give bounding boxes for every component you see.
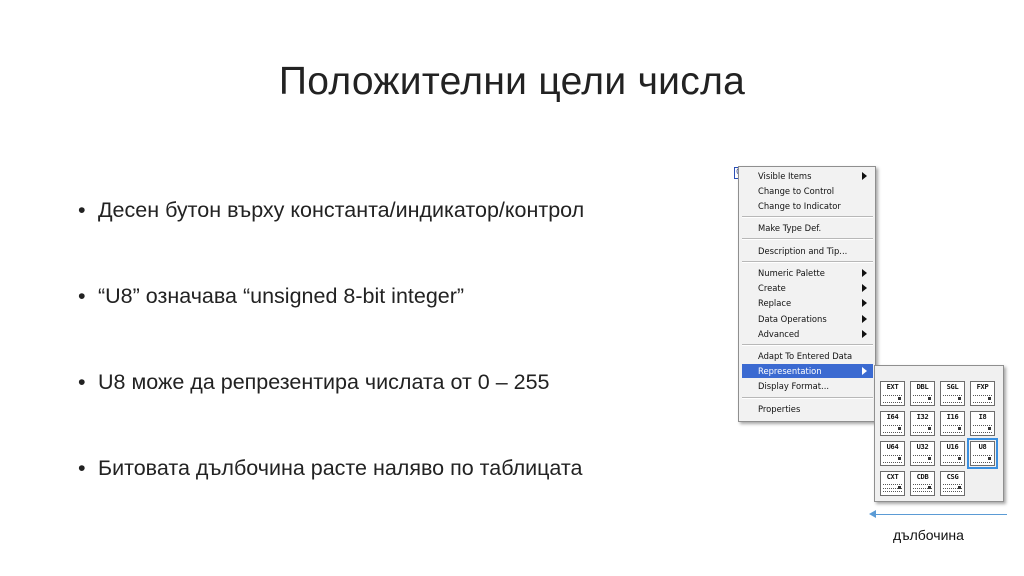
repr-label: DBL [916, 383, 929, 391]
bullet-text: Десен бутон върху константа/индикатор/контрол [98, 198, 585, 222]
repr-label: I32 [916, 413, 929, 421]
menu-item-make-type-def[interactable] [742, 221, 873, 235]
repr-label: FXP [976, 383, 989, 391]
menu-separator [742, 397, 873, 399]
arrow-left-icon [869, 510, 876, 518]
bullet-item [78, 368, 584, 396]
bullet-dot: • [78, 198, 86, 222]
menu-separator [742, 238, 873, 240]
repr-label: CSG [946, 473, 959, 481]
numeric-glyph-icon [943, 455, 962, 463]
submenu-arrow-icon [862, 330, 867, 338]
repr-csg-button[interactable] [940, 471, 965, 496]
submenu-arrow-icon [862, 367, 867, 375]
menu-item-replace[interactable] [742, 296, 873, 310]
repr-i8-button[interactable] [970, 411, 995, 436]
bullet-dot: • [78, 456, 86, 480]
repr-ext-button[interactable] [880, 381, 905, 406]
repr-label: SGL [946, 383, 959, 391]
numeric-glyph-icon [913, 395, 932, 403]
numeric-glyph-icon [973, 455, 992, 463]
menu-item-label: Representation [758, 366, 822, 376]
menu-item-visible-items[interactable] [742, 169, 873, 183]
depth-label: дълбочина [893, 527, 964, 543]
menu-separator [742, 261, 873, 263]
menu-item-change-to-control[interactable] [742, 184, 873, 198]
menu-item-display-format[interactable] [742, 379, 873, 393]
numeric-glyph-icon [913, 425, 932, 433]
menu-item-label: Data Operations [758, 314, 827, 324]
repr-i16-button[interactable] [940, 411, 965, 436]
menu-item-label: Visible Items [758, 171, 812, 181]
repr-i64-button[interactable] [880, 411, 905, 436]
repr-cxt-button[interactable] [880, 471, 905, 496]
repr-label: CDB [916, 473, 929, 481]
submenu-arrow-icon [862, 172, 867, 180]
numeric-glyph-icon [943, 395, 962, 403]
numeric-glyph-icon [883, 425, 902, 433]
repr-dbl-button[interactable] [910, 381, 935, 406]
repr-label: EXT [886, 383, 899, 391]
repr-u32-button[interactable] [910, 441, 935, 466]
numeric-glyph-icon [973, 395, 992, 403]
numeric-glyph-icon [883, 455, 902, 463]
repr-label: I8 [978, 413, 987, 421]
menu-item-properties[interactable] [742, 402, 873, 416]
menu-separator [742, 344, 873, 346]
menu-item-label: Adapt To Entered Data [758, 351, 853, 361]
repr-label: CXT [886, 473, 899, 481]
repr-label: I16 [946, 413, 959, 421]
menu-item-label: Advanced [758, 329, 800, 339]
menu-item-data-operations[interactable] [742, 312, 873, 326]
bullet-list [78, 196, 584, 540]
repr-fxp-button[interactable] [970, 381, 995, 406]
submenu-arrow-icon [862, 299, 867, 307]
bullet-text: “U8” означава “unsigned 8-bit integer” [98, 284, 465, 308]
complex-glyph-icon [883, 484, 902, 489]
complex-glyph-icon [943, 484, 962, 489]
menu-item-label: Change to Control [758, 186, 835, 196]
submenu-arrow-icon [862, 284, 867, 292]
repr-label: U32 [916, 443, 929, 451]
repr-label: I64 [886, 413, 899, 421]
numeric-glyph-icon [943, 425, 962, 433]
bullet-item [78, 454, 584, 482]
menu-item-representation[interactable] [742, 364, 873, 378]
repr-i32-button[interactable] [910, 411, 935, 436]
complex-glyph-icon [913, 484, 932, 489]
menu-item-description-and-tip[interactable] [742, 244, 873, 258]
numeric-glyph-icon [913, 455, 932, 463]
menu-item-label: Replace [758, 298, 792, 308]
representation-palette [874, 365, 1004, 502]
slide-title: Положителни цели числа [278, 60, 746, 103]
repr-label: U8 [978, 443, 987, 451]
bullet-text: U8 може да репрезентира числата от 0 – 255 [98, 370, 550, 394]
menu-item-create[interactable] [742, 281, 873, 295]
numeric-glyph-icon [883, 395, 902, 403]
repr-label: U16 [946, 443, 959, 451]
bullet-dot: • [78, 370, 86, 394]
menu-separator [742, 216, 873, 218]
menu-item-numeric-palette[interactable] [742, 266, 873, 280]
repr-sgl-button[interactable] [940, 381, 965, 406]
menu-item-adapt-to-entered-data[interactable] [742, 349, 873, 363]
menu-item-label: Change to Indicator [758, 201, 841, 211]
repr-u64-button[interactable] [880, 441, 905, 466]
menu-item-label: Numeric Palette [758, 268, 825, 278]
bullet-item [78, 282, 584, 310]
bullet-item [78, 196, 584, 224]
menu-item-label: Properties [758, 404, 801, 414]
menu-item-label: Description and Tip... [758, 246, 848, 256]
menu-item-label: Create [758, 283, 786, 293]
repr-cdb-button[interactable] [910, 471, 935, 496]
menu-item-advanced[interactable] [742, 327, 873, 341]
submenu-arrow-icon [862, 269, 867, 277]
repr-u16-button[interactable] [940, 441, 965, 466]
repr-u8-button[interactable] [970, 441, 995, 466]
bullet-dot: • [78, 284, 86, 308]
menu-item-label: Display Format... [758, 381, 830, 391]
repr-label: U64 [886, 443, 899, 451]
depth-arrow-line [873, 514, 1007, 515]
submenu-arrow-icon [862, 315, 867, 323]
context-menu [738, 166, 876, 422]
menu-item-change-to-indicator[interactable] [742, 199, 873, 213]
bullet-text: Битовата дълбочина расте наляво по таблицата [98, 456, 583, 480]
menu-item-label: Make Type Def. [758, 223, 822, 233]
numeric-glyph-icon [973, 425, 992, 433]
